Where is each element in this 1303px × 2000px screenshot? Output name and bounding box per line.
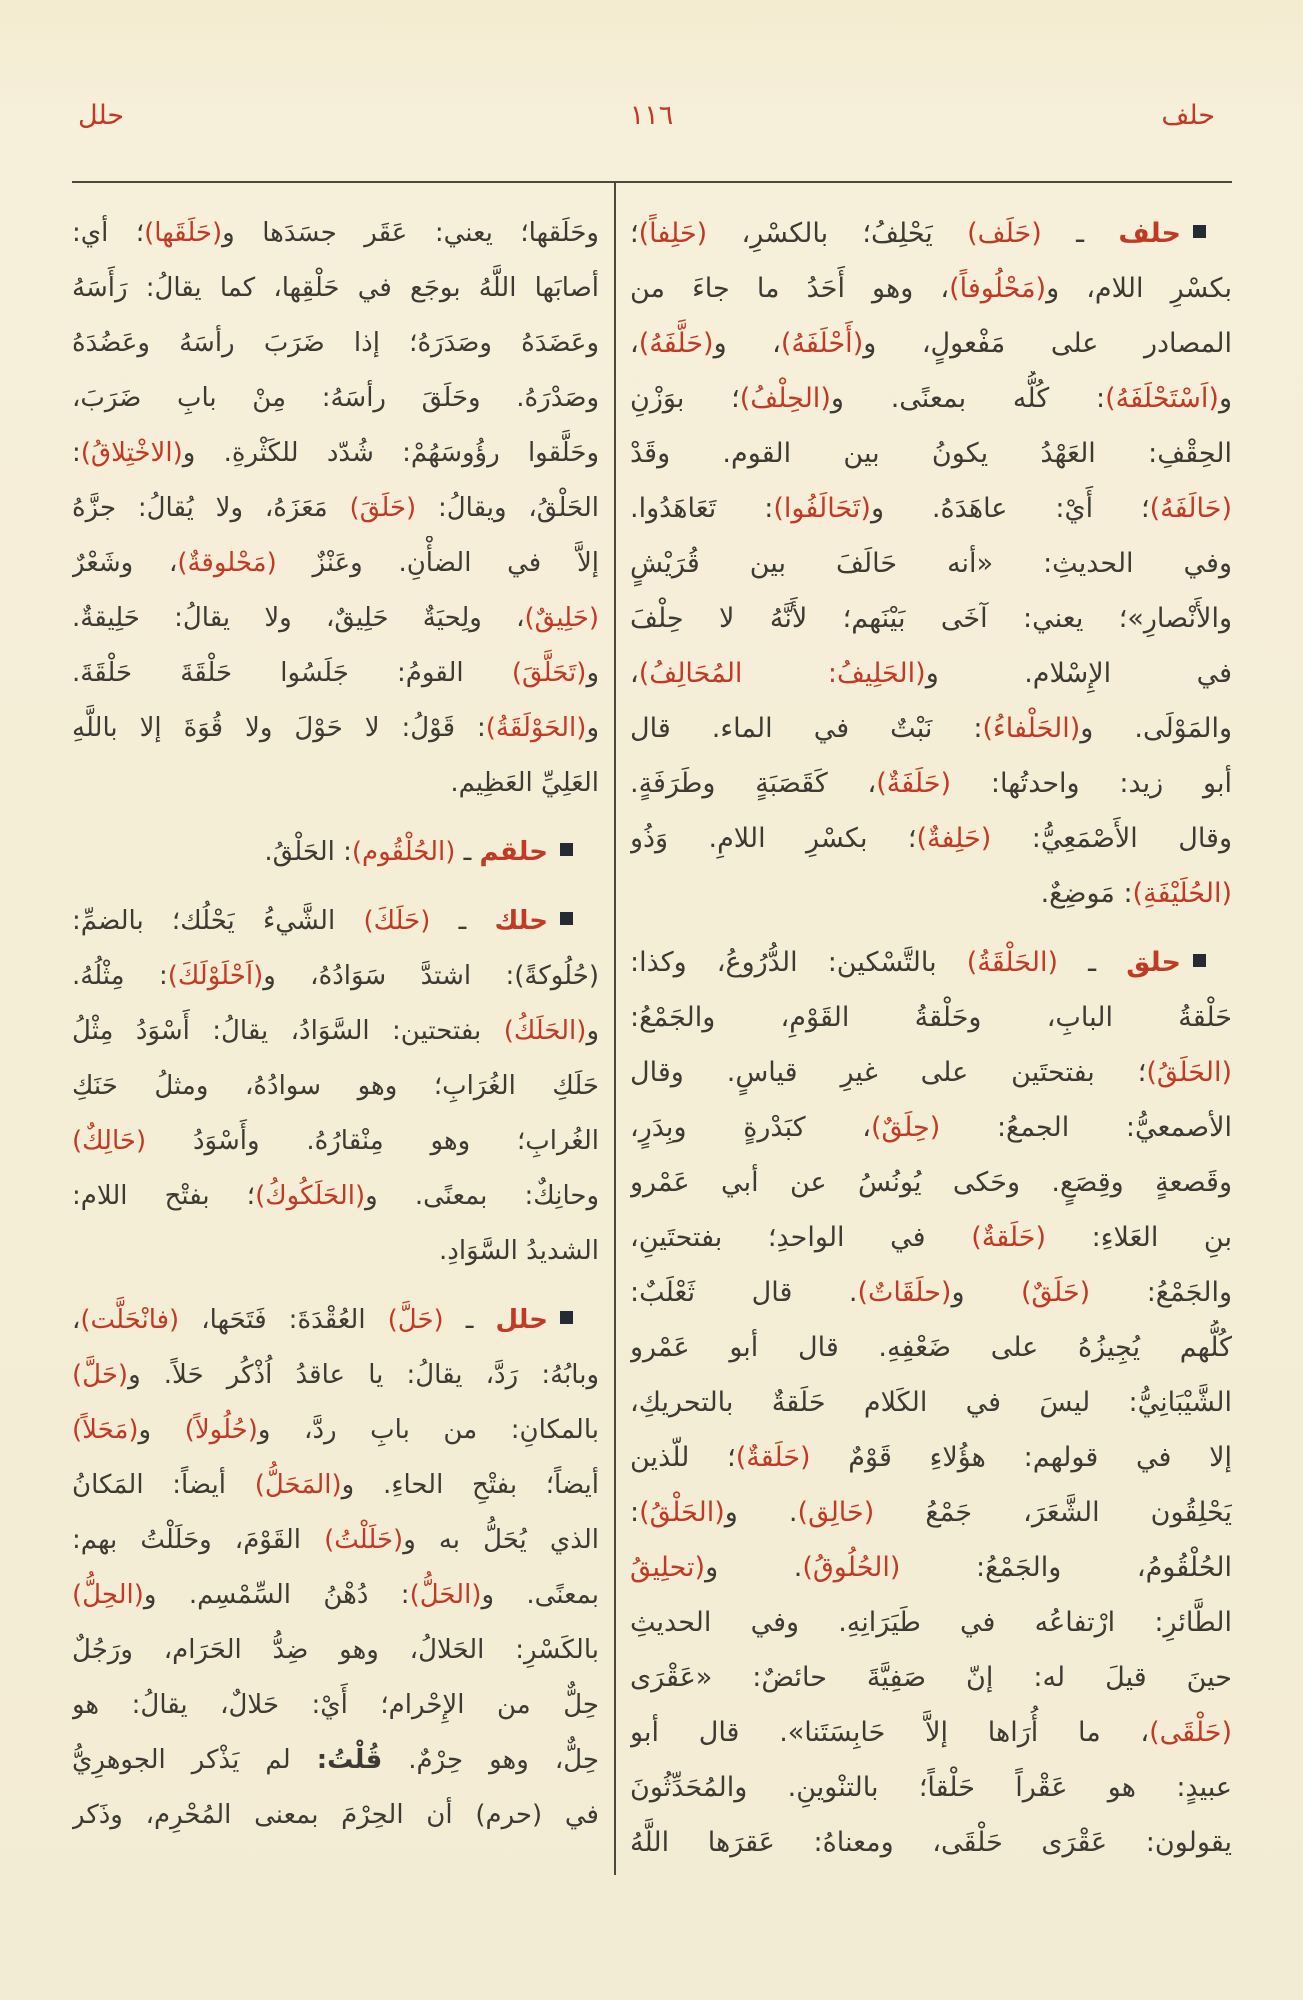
body-text: بنِ العَلاءِ:: [1046, 1222, 1232, 1253]
header-rule: [72, 181, 1232, 183]
body-text: القَوْمَ، وحَلَلْتُ بهم:: [72, 1525, 325, 1555]
body-text: ـ: [430, 906, 495, 936]
text-line: [72, 1458, 599, 1513]
text-line: [72, 371, 599, 426]
headword: (حَلَقَها): [144, 218, 223, 248]
text-line: [72, 1568, 599, 1623]
headword: (حَلَقةٌ): [735, 1442, 811, 1473]
text-line: [630, 1430, 1232, 1485]
text-line: [630, 1650, 1232, 1705]
dictionary-entry: [72, 825, 599, 880]
body-text: حينَ قيلَ له: إنّ صَفِيَّةَ حائضٌ: «عَقْرَى: [630, 1662, 1232, 1693]
body-text: : قَوْلُ: لا حَوْلَ ولا قُوَةَ إلا باللَّهِ: [72, 713, 486, 743]
headword: (الحَوْلَقَةُ): [485, 713, 587, 743]
body-text: كُلُّهم يُجِيزُهُ على ضَعْفِهِ. قال أبو عَمْرو: [630, 1332, 1232, 1363]
text-line: [72, 646, 599, 701]
text-line: [630, 481, 1232, 536]
headword: حلل: [495, 1305, 548, 1335]
text-line: [72, 825, 573, 880]
headword: (حَلَف): [967, 218, 1042, 249]
text-line: [630, 1760, 1232, 1815]
entry-bullet-icon: [1193, 954, 1206, 967]
dictionary-entry: [72, 206, 599, 811]
text-line: [630, 701, 1232, 756]
body-text: . قال ثَعْلَبٌ:: [630, 1277, 858, 1308]
body-text: ؛ أَيْ: عاهَدَهُ. و: [870, 493, 1150, 524]
body-text: : تَعَاهَدُوا.: [630, 493, 774, 524]
body-text: :: [72, 438, 81, 468]
body-text: في الواحدِ؛ بفتحتَينِ،: [630, 1222, 972, 1253]
text-line: [630, 866, 1232, 921]
body-text: وقَصعةٍ وقِصَعٍ. وحَكى يُونُسُ عن أبي عَمْرو: [630, 1167, 1232, 1198]
text-line: [72, 1224, 599, 1279]
headword: (حَلَفَةٌ): [876, 768, 952, 799]
text-line: [630, 1540, 1232, 1595]
text-line: [630, 646, 1232, 701]
text-line: [72, 1348, 599, 1403]
text-line: [72, 261, 599, 316]
body-text: ، كبَدْرةٍ وبِدَرٍ،: [630, 1112, 872, 1143]
headword: (الحَلْفاءُ): [982, 713, 1081, 744]
headword: (الحَلْقُ): [639, 1497, 725, 1528]
text-line: [72, 426, 599, 481]
headword: (حَالِق): [797, 1497, 875, 1528]
body-text: العَلِيِّ العَظِيم.: [450, 768, 599, 798]
body-text: الحِقْفِ: العَهْدُ يكونُ بين القوم. وقَدْ: [630, 438, 1232, 469]
headword: (حَلَّ): [72, 1360, 129, 1390]
text-line: [72, 1733, 599, 1788]
headword: (الحَلِيفُ: المُحَالِفُ): [638, 658, 926, 689]
text-line: [630, 1815, 1232, 1870]
headword: (حلَقَاتٌ): [857, 1277, 952, 1308]
body-text: الحَلْقُ، ويقالُ:: [416, 493, 599, 523]
headword: (الحَلُّ): [409, 1580, 482, 1610]
text-line: [72, 1059, 599, 1114]
text-line: [630, 536, 1232, 591]
headword: (الحِلُّ): [72, 1580, 144, 1610]
headword: (مَحْلوقةٌ): [177, 548, 277, 578]
body-text: ،: [72, 1305, 81, 1335]
text-line: [72, 1169, 599, 1224]
body-text: أيضاً؛ بفتْحِ الحاءِ. و: [341, 1470, 599, 1500]
body-text: وعَضَدَهُ وصَدَرَهُ؛ إذا ضَرَبَ رأسَهُ وعَضُدَهُ: [72, 328, 599, 358]
text-line: [630, 591, 1232, 646]
text-line: [630, 1320, 1232, 1375]
text-line: [630, 935, 1206, 990]
column-left: [72, 206, 599, 1843]
body-text: إلا في قولهم: هؤُلاءِ قَوْمٌ: [810, 1442, 1232, 1473]
body-text: مَعَزَهُ، ولا يُقالُ: جزَّهُ: [72, 493, 350, 523]
body-text: المصادر على مَفْعولٍ، و: [863, 328, 1232, 359]
body-text: : الحَلْقُ.: [264, 837, 352, 867]
text-line: [630, 1265, 1232, 1320]
body-text: عبيدٍ: هو عَقْراً حَلْقاً؛ بالتنْوينِ. والمُحَدِّثُونَ: [630, 1772, 1232, 1803]
body-text: يَحْلِفُ؛ بالكسْرِ،: [707, 218, 968, 249]
text-line: [72, 1788, 599, 1843]
body-text: و: [586, 658, 599, 688]
text-line: [72, 1678, 599, 1733]
page-number: ١١٦: [629, 100, 674, 131]
body-text: بالمكانِ: من بابِ ردَّ، و: [257, 1415, 599, 1445]
headword: (الحَلَكُوكُ): [255, 1181, 366, 1211]
body-text: وصَدْرَهُ. وحَلَقَ رأسَهُ: مِنْ بابِ ضَرَبَ،: [72, 383, 599, 413]
body-text: ؛: [630, 218, 639, 249]
text-line: [72, 949, 599, 1004]
headword: (تَحَالَفُوا): [773, 493, 871, 524]
body-text: حَلَكِ الغُرَابِ؛ وهو سوادُهُ، ومثلُ حَنَكِ: [72, 1071, 599, 1101]
headword: (الحُلَيْفَةِ): [1132, 878, 1232, 909]
text-line: [630, 206, 1206, 261]
text-line: [630, 371, 1232, 426]
body-text: وحَلَقها؛ يعني: عَقَر جسَدَها و: [222, 218, 599, 248]
body-text: حِلٌّ، وهو حِرْمٌ.: [382, 1745, 599, 1775]
headword: (الحُلُوقُ): [802, 1552, 901, 1583]
column-divider: [614, 181, 616, 1875]
body-text: الأصمعيُّ: الجمعُ:: [940, 1112, 1232, 1143]
body-text: في الإِسْلام. و: [925, 658, 1232, 689]
text-line: [72, 1513, 599, 1568]
body-text: في (حرم) أن الحِرْمَ بمعنى المُحْرِم، وذَكر: [72, 1800, 599, 1830]
body-text: حِلٌّ من الإِحْرام؛ أَيْ: حَلالٌ، يقالُ: هو: [72, 1690, 599, 1720]
headword: (حَالَفَهُ): [1149, 493, 1232, 524]
text-line: [72, 1114, 599, 1169]
body-text: ؛ بوَزْنِ: [630, 383, 740, 414]
body-text: ، ولِحيَةٌ حَلِيقٌ، ولا يقالُ: حَلِيقةٌ.: [72, 603, 525, 633]
text-line: [630, 1100, 1232, 1155]
headword: (حَلَقَ): [349, 493, 417, 523]
text-line: [630, 990, 1232, 1045]
body-text: ؛ بكسْرِ اللامِ. وَذُو: [630, 823, 917, 854]
body-text: الذي يُحَلُّ به و: [403, 1525, 599, 1555]
body-text: العُقْدَةَ: فَتَحَها،: [179, 1305, 388, 1335]
text-line: [630, 1045, 1232, 1100]
body-text: و: [586, 1016, 599, 1046]
body-text: قُلْتُ:: [316, 1745, 383, 1775]
body-text: ـ: [1058, 947, 1127, 978]
body-text: : مَوضِعٌ.: [1040, 878, 1133, 909]
body-text: ؛ للّذين: [630, 1442, 736, 1473]
body-text: بكسْرِ اللام، و: [1046, 273, 1232, 304]
body-text: ، و: [713, 328, 781, 359]
headword: (حَلْقَى): [1149, 1717, 1232, 1748]
body-text: :: [630, 1497, 640, 1528]
body-text: وفي الحديثِ: «أنه حَالَفَ بين قُرَيْشٍ: [630, 548, 1232, 579]
entry-bullet-icon: [1193, 225, 1206, 238]
body-text: الشَّيءُ يَحْلُك؛ بالضمِّ:: [72, 906, 364, 936]
text-line: [72, 206, 599, 261]
headword: (فانْحَلَّت): [80, 1305, 180, 1335]
headword: (مَحْلُوفاً): [949, 273, 1047, 304]
text-line: [630, 811, 1232, 866]
body-text: والجَمْعُ:: [1090, 1277, 1232, 1308]
text-line: [630, 1210, 1232, 1265]
headword: (الحَلَكُ): [503, 1016, 587, 1046]
body-text: وقال الأَصْمَعِيُّ:: [991, 823, 1232, 854]
text-line: [72, 1623, 599, 1678]
headword: (حَلِفاً): [638, 218, 708, 249]
body-text: ؛ بفتْح اللام:: [72, 1181, 256, 1211]
headword: (حَالِكٌ): [72, 1126, 147, 1156]
body-text: القومُ: جَلَسُوا حَلْقَةَ حَلْقَةَ.: [72, 658, 512, 688]
body-text: الغُرابِ؛ وهو مِنْقارُهُ. وأَسْوَدُ: [146, 1126, 599, 1156]
column-right: [630, 206, 1232, 1870]
entry-bullet-icon: [560, 912, 573, 925]
body-text: ، ما أُرَاها إلاَّ حَابِسَتَنا». قال أبو: [630, 1717, 1150, 1748]
entry-bullet-icon: [560, 1311, 573, 1324]
headword: (المَحَلُّ): [254, 1470, 342, 1500]
body-text: يَحْلِقُون الشَّعَرَ، جَمْعُ: [874, 1497, 1232, 1528]
text-line: [72, 756, 599, 811]
headword: (أَحْلَفَهُ): [780, 328, 864, 359]
headword: (حَلَلْتُ): [324, 1525, 404, 1555]
body-text: الشديدُ السَّوَادِ.: [439, 1236, 599, 1266]
header-keyword-left: حلل: [78, 100, 125, 131]
body-text: يقولون: عَقْرَى حَلْقَى، ومعناهُ: عَقرَها اللَّهُ: [630, 1827, 1232, 1858]
headword: (حَلَقةٌ): [971, 1222, 1047, 1253]
text-line: [630, 426, 1232, 481]
body-text: أصابَها اللَّهُ بوجَع في حَلْقِها، كما يقالُ: رَأَسَهُ: [72, 273, 599, 303]
headword: (حَلَقٌ): [1020, 1277, 1091, 1308]
body-text: وبابُهُ: رَدَّ، يقالُ: يا عاقدُ اُذْكُر حَلاً. و: [128, 1360, 599, 1390]
text-line: [72, 1004, 599, 1059]
body-text: و: [951, 1277, 1021, 1308]
headword: (حَلِفةٌ): [916, 823, 992, 854]
body-text: ـ: [1041, 218, 1119, 249]
dictionary-entry: [630, 206, 1232, 921]
text-line: [72, 701, 599, 756]
body-text: أيضاً: المَكانُ: [72, 1470, 255, 1500]
body-text: بالتَّسْكين: الدُّرُوعُ، وكذا:: [630, 947, 967, 978]
headword: (الحُلْقُوم): [351, 837, 456, 867]
text-line: [72, 1403, 599, 1458]
body-text: ، وشَعْرٌ: [72, 548, 178, 578]
body-text: . و: [724, 1497, 798, 1528]
body-text: وحانِكٌ: بمعنًى. و: [365, 1181, 599, 1211]
headword: (الحِلْفُ): [739, 383, 831, 414]
text-line: [630, 1705, 1232, 1760]
body-text: والمَوْلَى. و: [1080, 713, 1232, 744]
body-text: بمعنًى. و: [481, 1580, 599, 1610]
body-text: ،: [630, 328, 639, 359]
text-line: [630, 261, 1232, 316]
body-text: الحُلْقُومُ، والجَمْعُ:: [900, 1552, 1232, 1583]
body-text: لم يَذْكر الجوهرِيُّ: [72, 1745, 317, 1775]
text-line: [72, 316, 599, 371]
body-text: إلاَّ في الضأْنِ. وعَنْزٌ: [276, 548, 599, 578]
text-line: [72, 481, 599, 536]
headword: حلف: [1118, 218, 1181, 249]
text-line: [630, 1595, 1232, 1650]
body-text: ـ: [455, 837, 480, 867]
body-text: . و: [705, 1552, 803, 1583]
body-text: : مِثْلُهُ.: [72, 961, 168, 991]
body-text: و: [586, 713, 599, 743]
body-text: الطَّائرِ: ارْتفاعُه في طَيَرَانِهِ. وفي الحديثِ: [630, 1607, 1232, 1638]
headword: (الحَلْقَةُ): [966, 947, 1059, 978]
body-text: ـ: [443, 1305, 496, 1335]
headword: حلك: [494, 906, 548, 936]
body-text: و: [1218, 383, 1232, 414]
headword: (مَحَلاً): [72, 1415, 139, 1445]
text-line: [630, 1375, 1232, 1430]
headword: (حَلِيقٌ): [524, 603, 599, 633]
headword: (الاخْتِلاقُ): [80, 438, 183, 468]
text-line: [72, 536, 599, 591]
body-text: : كُلُّه بمعنًى. و: [830, 383, 1106, 414]
headword: حلق: [1126, 947, 1182, 978]
dictionary-entry: [630, 935, 1232, 1870]
headword: (تحلِيقُ: [630, 1552, 706, 1583]
body-text: (حُلُوكةً): اشتدَّ سَوَادُهُ، و: [263, 961, 599, 991]
headword: (حِلَقٌ): [871, 1112, 941, 1143]
body-text: بالكَسْرِ: الحَلالُ، وهو ضِدُّ الحَرَام، ورَجُلٌ: [72, 1635, 599, 1665]
body-text: والأَنْصارِ»؛ يعني: آخَى بَيْنَهم؛ لأَنَّهُ لا حِلْفَ: [630, 603, 1232, 634]
body-text: : دُهْنُ السِّمْسِم. و: [143, 1580, 410, 1610]
body-text: أبو زيد: واحدتُها:: [951, 768, 1232, 799]
text-line: [630, 316, 1232, 371]
body-text: و: [138, 1415, 185, 1445]
headword: (حَلَكَ): [363, 906, 431, 936]
headword: (حَلَّفَهُ): [638, 328, 714, 359]
body-text: الشَّيْبَانِيُّ: ليسَ في الكَلام حَلَقةٌ بالتحريكِ،: [630, 1387, 1232, 1418]
text-line: [630, 1155, 1232, 1210]
headword: (حَلَّ): [387, 1305, 444, 1335]
body-text: : نَبْتٌ في الماء. قال: [630, 713, 983, 744]
dictionary-entry: [72, 1293, 599, 1843]
entry-bullet-icon: [560, 843, 573, 856]
body-text: ؛ أي:: [72, 218, 145, 248]
body-text: ، كَقَصَبَةٍ وطَرَفَةٍ.: [630, 768, 877, 799]
text-line: [72, 894, 573, 949]
text-line: [630, 756, 1232, 811]
body-text: ، وهو أَحَدُ ما جاءَ من: [630, 273, 950, 304]
headword: (اَسْتَحْلَفَهُ): [1105, 383, 1219, 414]
body-text: حَلْقةُ البابِ، وحَلْقةُ القَوْمِ، والجَمْعُ:: [630, 1002, 1232, 1033]
body-text: ؛ بفتحتَين على غيرِ قياسٍ. وقال: [630, 1057, 1147, 1088]
headword: (اَحْلَوْلَكَ): [167, 961, 264, 991]
text-line: [72, 591, 599, 646]
text-line: [630, 1485, 1232, 1540]
body-text: ،: [630, 658, 639, 689]
text-line: [72, 1293, 573, 1348]
body-text: بفتحتين: السَّوَادُ، يقالُ: أَسْوَدُ مِثْلُ: [72, 1016, 504, 1046]
headword: (حُلُولاً): [184, 1415, 258, 1445]
dictionary-entry: [72, 894, 599, 1279]
header-keyword-right: حلف: [1161, 100, 1215, 131]
headword: حلقم: [479, 837, 548, 867]
body-text: وحَلَّقوا رؤُوسَهُمْ: شُدّد للكَثْرةِ. و: [182, 438, 599, 468]
headword: (تَحَلَّقَ): [511, 658, 587, 688]
headword: (الحَلَقُ): [1146, 1057, 1232, 1088]
